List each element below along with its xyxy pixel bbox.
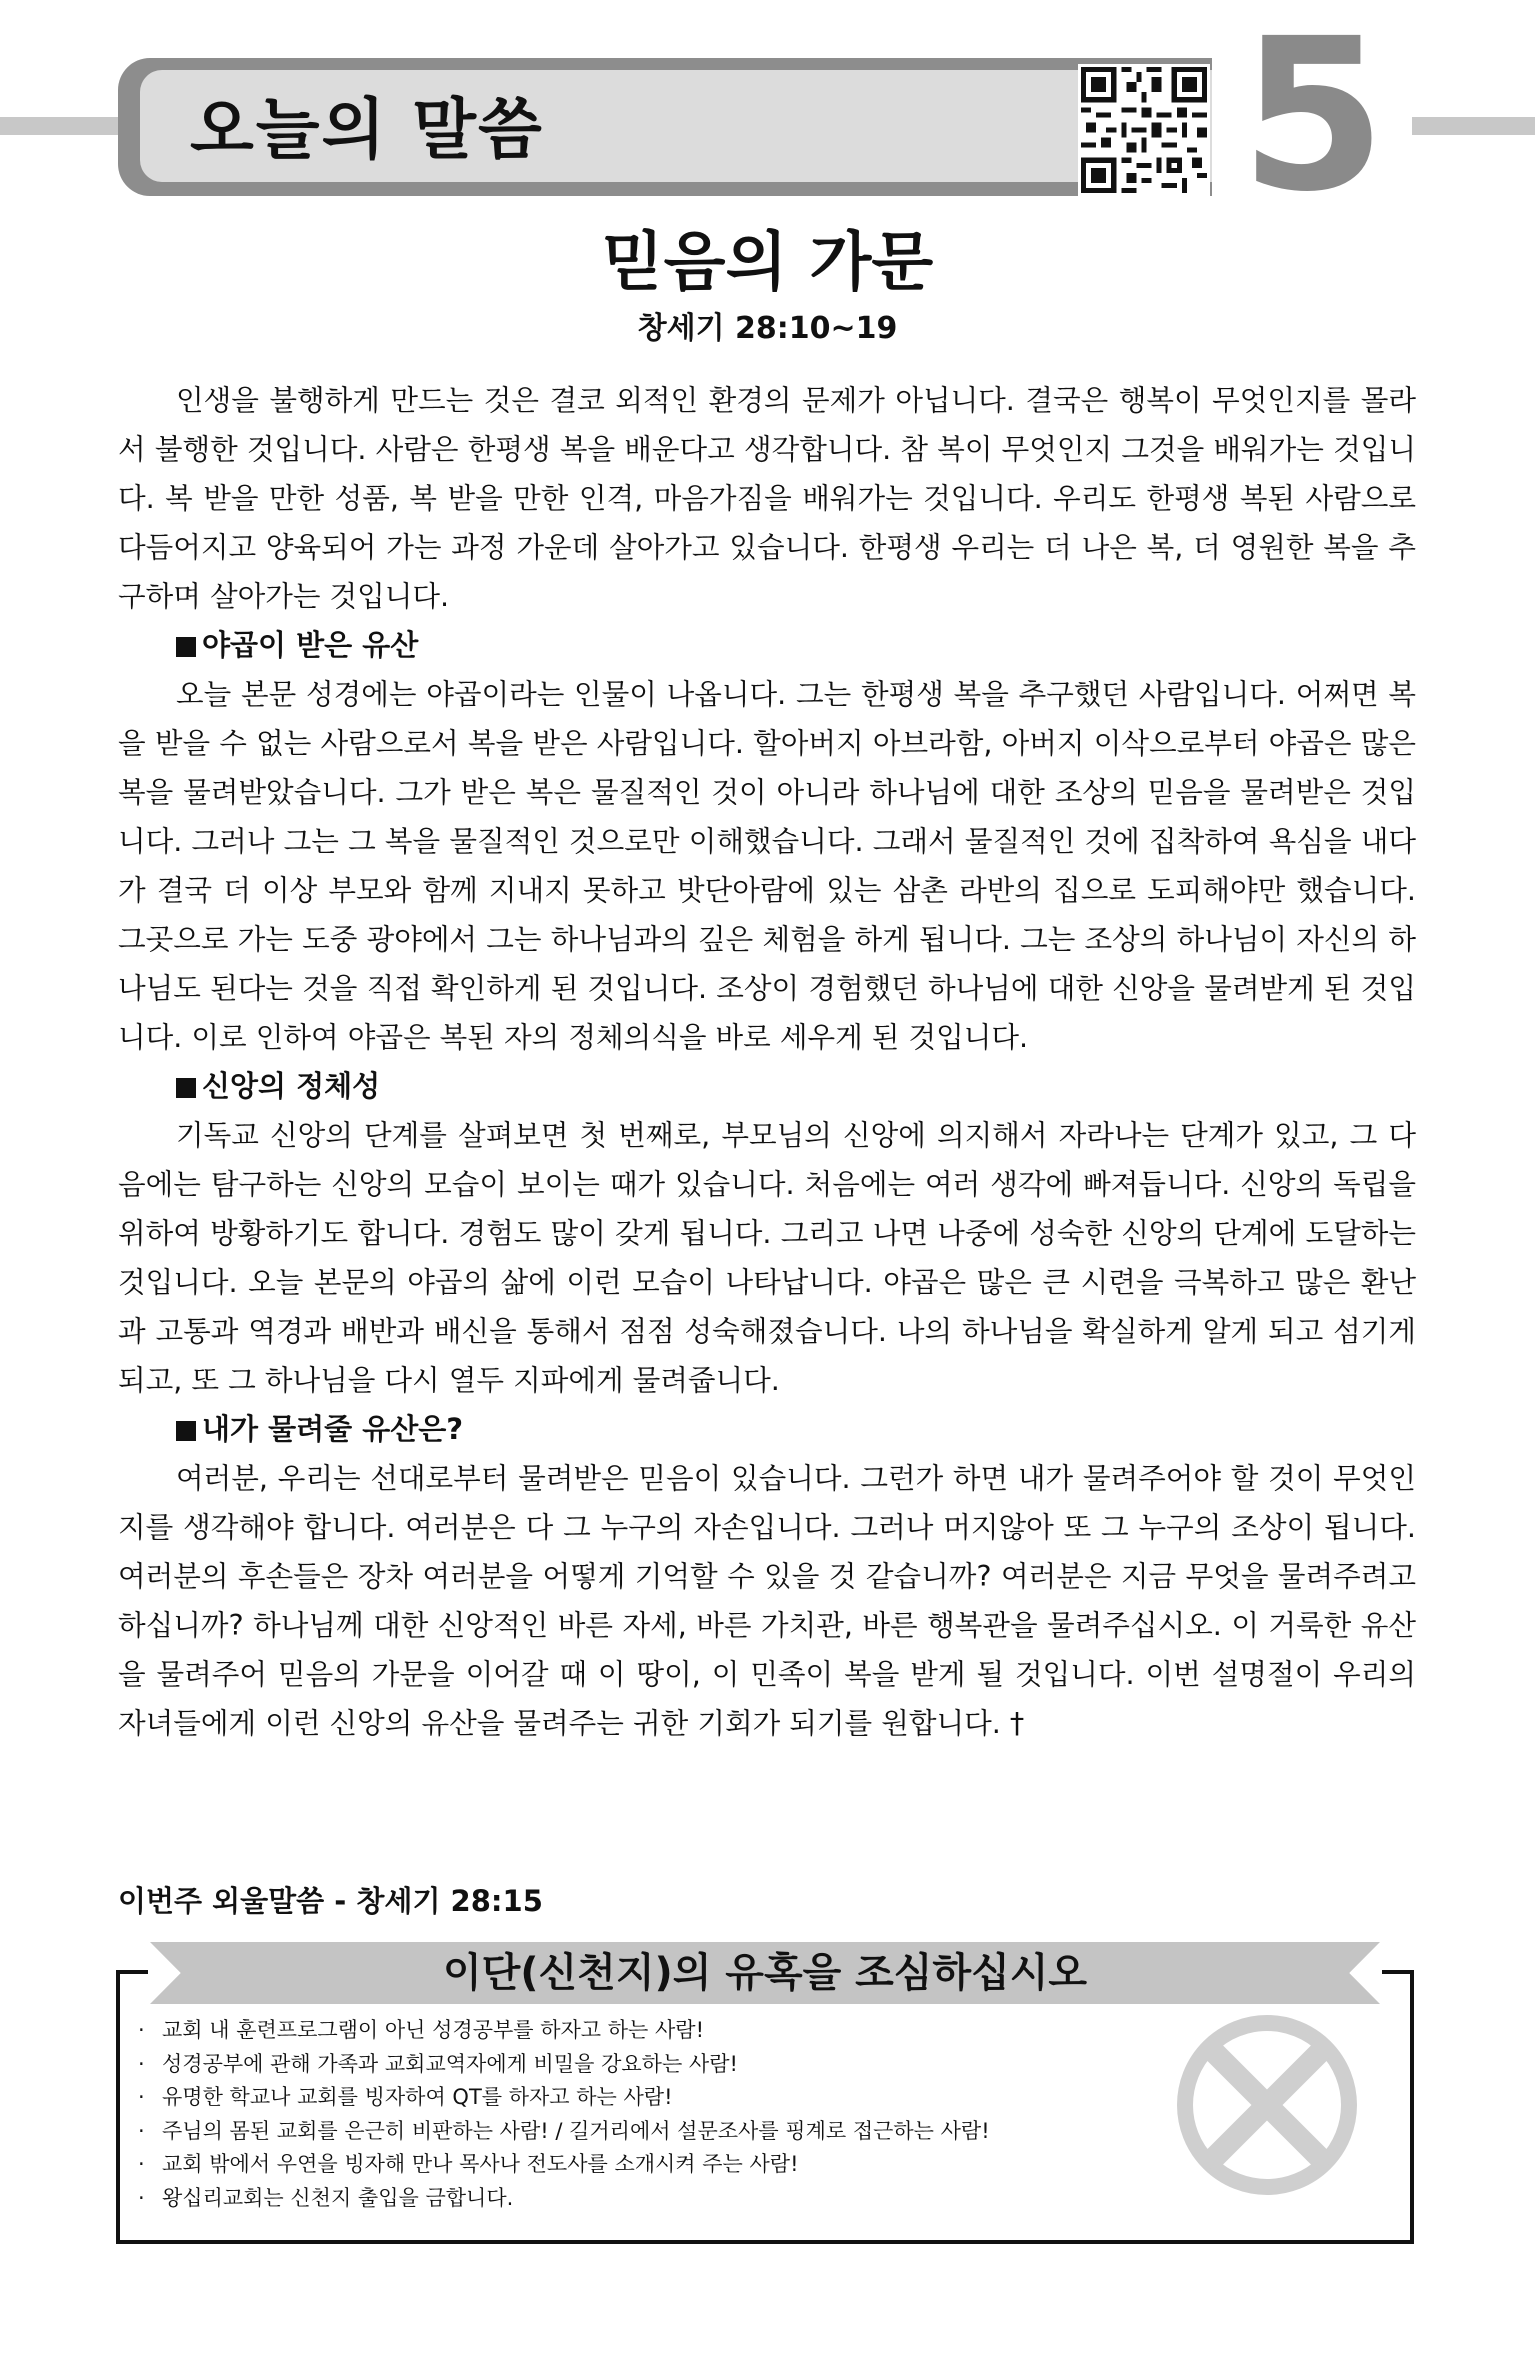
prohibited-x-icon: [1172, 2010, 1362, 2200]
square-bullet-icon: [176, 1078, 196, 1098]
list-item: · 주님의 몸된 교회를 은근히 비판하는 사람! / 길거리에서 설문조사를 핑계로 접근하는 사람!: [138, 2118, 990, 2143]
list-item: · 왕십리교회는 신천지 출입을 금합니다.: [138, 2185, 514, 2210]
section-title: 오늘의 말씀: [190, 91, 544, 168]
section-paragraph: 오늘 본문 성경에는 야곱이라는 인물이 나옵니다. 그는 한평생 복을 추구했던 사람입니다. 어쩌면 복을 받을 수 없는 사람으로서 복을 받은 사람입니다. 할아버지 아브라함, 아버지 이삭으로부터 야곱은 많은 복을 물려받았습니다. 그가 받은 복은 물질적인 것이 아니라 하나님에 대한 조상의 믿음을 물려받은 것입니다. 그러나 그는 그 복을 물질적인 것으로만 이해했습니다. 그래서 물질적인 것에 집착하여 욕심을 내다가 결국 더 이상 부모와 함께 지내지 못하고 밧단아람에 있는 삼촌 라반의 집으로 도피해야만 했습니다. 그곳으로 가는 도중 광야에서 그는 하나님과의 깊은 체험을 하게 됩니다. 그는 조상의 하나님이 자신의 하나님도 된다는 것을 직접 확인하게 된 것입니다. 조상이 경험했던 하나님에 대한 신앙을 물려받게 된 것입니다. 이로 인하여 야곱은 복된 자의 정체의식을 바로 세우게 된 것입니다.: [118, 677, 1416, 1054]
intro-paragraph: 인생을 불행하게 만드는 것은 결코 외적인 환경의 문제가 아닙니다. 결국은 행복이 무엇인지를 몰라서 불행한 것입니다. 사람은 한평생 복을 배운다고 생각합니다. 참 복이 무엇인지 그것을 배워가는 것입니다. 복 받을 만한 성품, 복 받을 만한 인격, 마음가짐을 배워가는 것입니다. 우리도 한평생 복된 사람으로 다듬어지고 양육되어 가는 과정 가운데 살아가고 있습니다. 한평생 우리는 더 나은 복, 더 영원한 복을 추구하며 살아가는 것입니다.: [118, 383, 1416, 613]
list-item: · 유명한 학교나 교회를 빙자하여 QT를 하자고 하는 사람!: [138, 2085, 673, 2109]
scripture-reference: 창세기 28:10~19: [637, 311, 898, 346]
section-heading: 야곱이 받은 유산: [118, 621, 1416, 670]
warning-box-corner-left: [116, 1970, 148, 1974]
square-bullet-icon: [176, 637, 196, 657]
memory-verse: 이번주 외울말씀 - 창세기 28:15: [118, 1884, 543, 1918]
warning-title: 이단(신천지)의 유혹을 조심하십시오: [442, 1950, 1087, 1996]
qr-code-icon[interactable]: [1078, 64, 1210, 196]
square-bullet-icon: [176, 1421, 196, 1441]
section-heading: 내가 물려줄 유산은?: [118, 1405, 1416, 1454]
sermon-title: 믿음의 가문: [601, 226, 934, 300]
warning-list: [134, 2014, 1194, 2215]
section-paragraph: 기독교 신앙의 단계를 살펴보면 첫 번째로, 부모님의 신앙에 의지해서 자라나는 단계가 있고, 그 다음에는 탐구하는 신앙의 모습이 보이는 때가 있습니다. 처음에는 여러 생각에 빠져듭니다. 신앙의 독립을 위하여 방황하기도 합니다. 경험도 많이 갖게 됩니다. 그리고 나면 나중에 성숙한 신앙의 단계에 도달하는 것입니다. 오늘 본문의 야곱의 삶에 이런 모습이 나타납니다. 야곱은 많은 큰 시련을 극복하고 많은 환난과 고통과 역경과 배반과 배신을 통해서 점점 성숙해졌습니다. 나의 하나님을 확실하게 알게 되고 섬기게 되고, 또 그 하나님을 다시 열두 지파에게 물려줍니다.: [118, 1118, 1416, 1397]
list-item: · 교회 밖에서 우연을 빙자해 만나 목사나 전도사를 소개시켜 주는 사람!: [138, 2152, 799, 2176]
list-item: · 교회 내 훈련프로그램이 아닌 성경공부를 하자고 하는 사람!: [138, 2018, 705, 2042]
section-heading: 신앙의 정체성: [118, 1062, 1416, 1111]
section-paragraph: 여러분, 우리는 선대로부터 물려받은 믿음이 있습니다. 그런가 하면 내가 물려주어야 할 것이 무엇인지를 생각해야 합니다. 여러분은 다 그 누구의 자손입니다. 그러나 머지않아 또 그 누구의 조상이 됩니다. 여러분의 후손들은 장차 여러분을 어떻게 기억할 수 있을 것 같습니까? 여러분은 지금 무엇을 물려주려고 하십니까? 하나님께 대한 신앙적인 바른 자세, 바른 가치관, 바른 행복관을 물려주십시오. 이 거룩한 유산을 물려주어 믿음의 가문을 이어갈 때 이 땅이, 이 민족이 복을 받게 될 것입니다. 이번 설명절이 우리의 자녀들에게 이런 신앙의 유산을 물려주는 귀한 기회가 되기를 원합니다. †: [118, 1461, 1416, 1740]
page-number: 5: [1240, 0, 1387, 238]
list-item: · 성경공부에 관해 가족과 교회교역자에게 비밀을 강요하는 사람!: [138, 2051, 738, 2076]
sermon-body: [118, 376, 1416, 1748]
warning-box-corner-right: [1382, 1970, 1414, 1974]
